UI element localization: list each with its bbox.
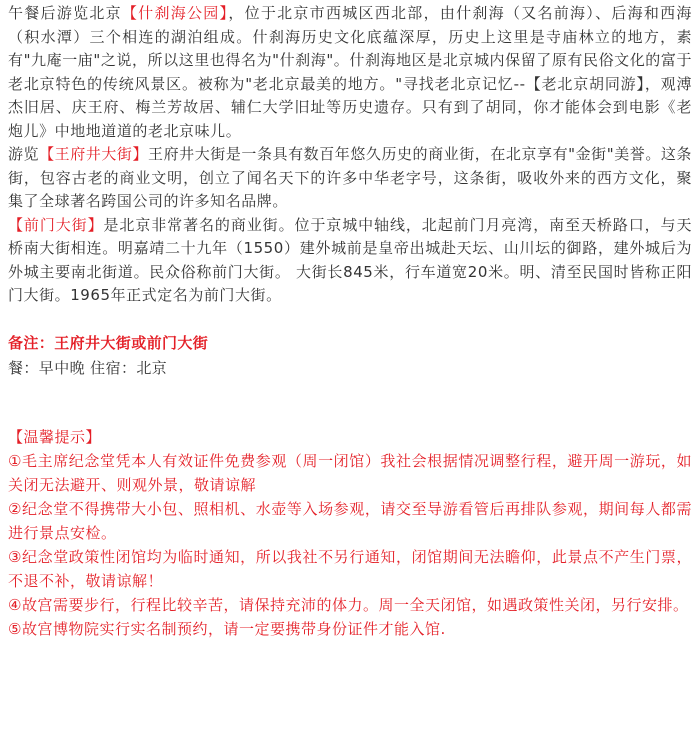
meal-lodging-line: 餐：早中晚 住宿：北京 <box>8 359 168 377</box>
tip-item-4: ④故宫需要步行，行程比较辛苦，请保持充沛的体力。周一全天闭馆，如遇政策性关闭，另行安排。 <box>8 596 689 614</box>
tip-item-3: ③纪念堂政策性闭馆均为临时通知，所以我社不另行通知，闭馆期间无法瞻仰，此景点不产生门票，不退不补，敬请谅解！ <box>8 548 692 590</box>
attraction-name-shichahai: 【什刹海公园】 <box>121 4 229 22</box>
tips-title: 【温馨提示】 <box>8 428 102 446</box>
paragraph-body-continued: ，观溥杰旧居、庆王府、梅兰芳故居、辅仁大学旧址等历史遗存。只有到了胡同，你才能体会到电影《老炮儿》中地地道道的老北京味儿。 <box>8 74 692 140</box>
tip-item-1: ①毛主席纪念堂凭本人有效证件免费参观（周一闭馆）我社会根据情况调整行程，避开周一游玩，如关闭无法避开、则观外景，敬请谅解 <box>8 452 692 494</box>
itinerary-document <box>8 2 692 641</box>
paragraph-prefix: 游览 <box>8 145 40 163</box>
tip-item-2: ②纪念堂不得携带大小包、照相机、水壶等入场参观，请交至导游看管后再排队参观，期间每人都需进行景点安检。 <box>8 500 692 542</box>
note-title: 备注：王府井大街或前门大街 <box>8 333 209 352</box>
paragraph-body: ，位于北京市西城区西北部，由什刹海（又名前海）、后海和西海（积水潭）三个相连的湖泊组成。什刹海历史文化底蕴深厚，历史上这里是寺庙林立的地方，素有"九庵一庙"之说，所以这里也得名为"什刹海"。什刹海地区是北京城内保留了原有民俗文化的富于老北京特色的传统风景区。被称为"老北京最美的地方。"寻找老北京记忆-- <box>8 4 692 93</box>
tip-item-5: ⑤故宫博物院实行实名制预约，请一定要携带身份证件才能入馆. <box>8 620 446 638</box>
paragraph-prefix: 午餐后游览北京 <box>8 4 122 22</box>
attraction-name-hutong: 【老北京胡同游】 <box>525 74 645 93</box>
paragraph-wangfujing <box>8 143 692 214</box>
paragraph-shichahai <box>8 2 692 143</box>
attraction-name-wangfujing: 【王府井大街】 <box>39 145 149 163</box>
note-line <box>8 332 692 356</box>
paragraph-body: 王府井大街是一条具有数百年悠久历史的商业街，在北京享有"金街"美誉。这条街，包容古老的商业文明，创立了闻名天下的许多中华老字号，这条街，吸收外来的西方文化，聚集了全球著名跨国公司的许多知名品牌。 <box>8 145 692 210</box>
spacer <box>8 381 692 425</box>
spacer <box>8 308 692 332</box>
attraction-name-qianmen: 【前门大街】 <box>8 215 104 234</box>
paragraph-qianmen <box>8 214 692 308</box>
paragraph-body: 是北京非常著名的商业街。位于京城中轴线，北起前门月亮湾，南至天桥路口，与天桥南大街相连。明嘉靖二十九年（1550）建外城前是皇帝出城赴天坛、山川坛的御路，建外城后为外城主要南北街道。民众俗称前门大街。 大街长845米，行车道宽20米。明、清至民国时皆称正阳门大街。1965年正式定名为前门大街。 <box>8 215 692 304</box>
